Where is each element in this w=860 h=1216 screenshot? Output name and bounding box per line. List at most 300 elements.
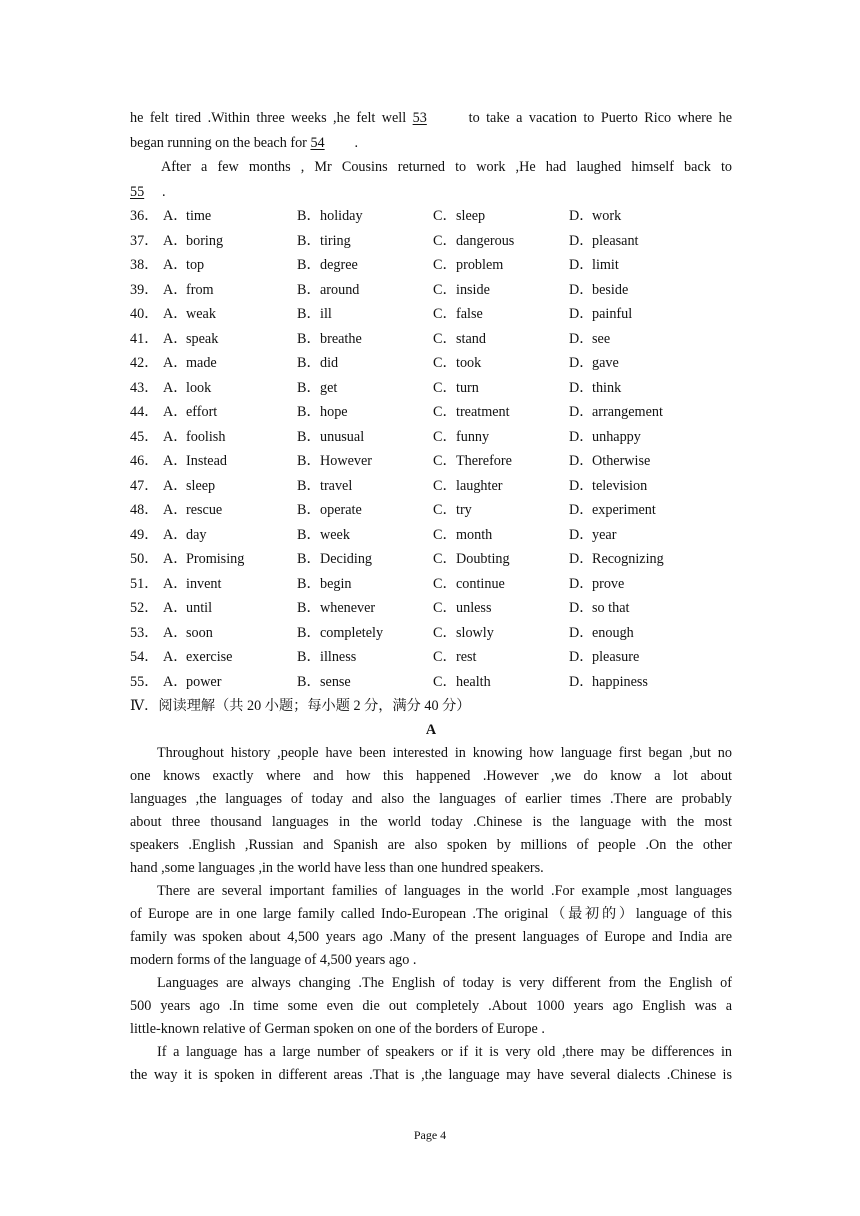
document-page bbox=[130, 106, 732, 1087]
option-letter: D． bbox=[569, 502, 594, 518]
option-text: television bbox=[592, 477, 648, 494]
paragraph-line: one knows exactly where and how this happened .However ,we do know a lot about bbox=[130, 767, 732, 784]
option-text: degree bbox=[320, 257, 358, 273]
option-letter: D． bbox=[569, 477, 594, 494]
option-letter: A． bbox=[163, 600, 188, 616]
option-letter: C． bbox=[433, 355, 457, 371]
option-letter: A． bbox=[163, 649, 188, 665]
option-d bbox=[569, 400, 732, 425]
question-number: 52． bbox=[130, 600, 159, 616]
paragraph-line: little-known relative of German spoken on one of the borders of Europe . bbox=[130, 1020, 545, 1037]
question-row bbox=[130, 670, 732, 695]
option-text: illness bbox=[320, 649, 357, 665]
option-d bbox=[569, 376, 732, 401]
question-number: 44． bbox=[130, 404, 159, 420]
option-letter: A． bbox=[163, 306, 188, 322]
option-letter: C． bbox=[433, 428, 457, 445]
question-row bbox=[130, 400, 732, 425]
option-d bbox=[569, 547, 732, 572]
option-letter: B． bbox=[297, 526, 321, 543]
option-letter: A． bbox=[163, 404, 188, 420]
paragraph bbox=[130, 972, 732, 1041]
option-text: so that bbox=[592, 600, 630, 616]
option-letter: C． bbox=[433, 281, 457, 298]
option-c bbox=[433, 596, 569, 621]
option-text: tiring bbox=[320, 232, 351, 249]
option-text: top bbox=[186, 257, 205, 273]
option-a bbox=[163, 351, 297, 376]
option-text: enough bbox=[592, 624, 634, 641]
option-d bbox=[569, 645, 732, 670]
option-letter: C． bbox=[433, 208, 457, 224]
paragraph-line: the way it is spoken in different areas .That is ,the language may have several dialects .Chinese is bbox=[130, 1066, 732, 1083]
option-text: weak bbox=[186, 306, 216, 322]
question-row bbox=[130, 327, 732, 352]
option-text: rescue bbox=[186, 502, 223, 518]
option-b bbox=[297, 645, 433, 670]
option-b bbox=[297, 596, 433, 621]
option-c bbox=[433, 376, 569, 401]
option-c bbox=[433, 645, 569, 670]
paragraph bbox=[130, 1041, 732, 1087]
option-text: arrangement bbox=[592, 404, 663, 420]
option-text: took bbox=[456, 355, 482, 371]
option-letter: A． bbox=[163, 453, 188, 469]
option-text: painful bbox=[592, 306, 633, 322]
question-number: 45． bbox=[130, 428, 159, 445]
option-letter: C． bbox=[433, 624, 457, 641]
option-text: work bbox=[592, 208, 622, 224]
cloze-text: . bbox=[162, 183, 166, 200]
option-letter: B． bbox=[297, 379, 321, 396]
paragraph-line: If a language has a large number of speakers or if it is very old ,there may be differences in bbox=[157, 1043, 732, 1060]
question-row bbox=[130, 596, 732, 621]
option-d bbox=[569, 351, 732, 376]
option-text: power bbox=[186, 673, 222, 690]
option-text: Promising bbox=[186, 551, 245, 567]
option-letter: A． bbox=[163, 232, 188, 249]
option-text: turn bbox=[456, 379, 479, 396]
option-letter: A． bbox=[163, 624, 188, 641]
option-text: did bbox=[320, 355, 339, 371]
question-row bbox=[130, 621, 732, 646]
option-a bbox=[163, 302, 297, 327]
option-d bbox=[569, 425, 732, 450]
option-letter: B． bbox=[297, 428, 321, 445]
option-a bbox=[163, 621, 297, 646]
cloze-text-line bbox=[130, 180, 732, 205]
cloze-text-line bbox=[130, 106, 732, 131]
option-letter: C． bbox=[433, 477, 457, 494]
option-text: sleep bbox=[456, 208, 486, 224]
option-text: Instead bbox=[186, 453, 227, 469]
question-row bbox=[130, 449, 732, 474]
question-number: 54． bbox=[130, 649, 159, 665]
option-c bbox=[433, 278, 569, 303]
option-b bbox=[297, 498, 433, 523]
option-text: from bbox=[186, 281, 214, 298]
option-letter: C． bbox=[433, 379, 457, 396]
option-text: However bbox=[320, 453, 372, 469]
option-b bbox=[297, 351, 433, 376]
option-b bbox=[297, 449, 433, 474]
paragraph-line: of Europe are in one large family called Indo-European .The original（最初的）language of this bbox=[130, 905, 732, 922]
option-a bbox=[163, 572, 297, 597]
cloze-text: he felt tired .Within three weeks ,he felt well bbox=[130, 110, 407, 126]
option-c bbox=[433, 547, 569, 572]
option-text: look bbox=[186, 379, 212, 396]
paragraph bbox=[130, 880, 732, 972]
option-letter: A． bbox=[163, 208, 188, 224]
option-letter: C． bbox=[433, 649, 457, 665]
option-c bbox=[433, 474, 569, 499]
option-text: day bbox=[186, 526, 207, 543]
option-letter: A． bbox=[163, 355, 188, 371]
option-letter: B． bbox=[297, 673, 321, 690]
option-text: treatment bbox=[456, 404, 510, 420]
option-a bbox=[163, 449, 297, 474]
question-number: 55． bbox=[130, 673, 159, 690]
option-letter: C． bbox=[433, 600, 457, 616]
option-text: happiness bbox=[592, 673, 648, 690]
option-letter: B． bbox=[297, 330, 321, 347]
paragraph-line: about three thousand languages in the world today .Chinese is the language with the most bbox=[130, 813, 732, 830]
blank-53: 53 bbox=[412, 110, 427, 126]
option-letter: D． bbox=[569, 306, 594, 322]
option-letter: B． bbox=[297, 575, 321, 592]
option-a bbox=[163, 474, 297, 499]
option-text: laughter bbox=[456, 477, 503, 494]
section-heading: Ⅳ．阅读理解（共 20 小题；每小题 2 分，满分 40 分） bbox=[130, 698, 471, 714]
option-letter: D． bbox=[569, 355, 594, 371]
option-c bbox=[433, 327, 569, 352]
option-text: soon bbox=[186, 624, 213, 641]
question-row bbox=[130, 204, 732, 229]
option-d bbox=[569, 498, 732, 523]
option-letter: B． bbox=[297, 600, 321, 616]
option-letter: A． bbox=[163, 551, 188, 567]
option-b bbox=[297, 572, 433, 597]
option-text: completely bbox=[320, 624, 384, 641]
option-b bbox=[297, 425, 433, 450]
option-d bbox=[569, 302, 732, 327]
question-number: 37． bbox=[130, 232, 159, 249]
question-row bbox=[130, 523, 732, 548]
option-d bbox=[569, 253, 732, 278]
option-letter: C． bbox=[433, 453, 457, 469]
option-text: unless bbox=[456, 600, 492, 616]
question-row bbox=[130, 253, 732, 278]
option-c bbox=[433, 572, 569, 597]
option-letter: B． bbox=[297, 306, 321, 322]
option-text: unhappy bbox=[592, 428, 641, 445]
paragraph-line: family was spoken about 4,500 years ago .Many of the present languages of Europe and India are bbox=[130, 928, 732, 945]
option-d bbox=[569, 621, 732, 646]
option-text: rest bbox=[456, 649, 477, 665]
option-a bbox=[163, 670, 297, 695]
option-text: invent bbox=[186, 575, 222, 592]
option-c bbox=[433, 400, 569, 425]
option-text: operate bbox=[320, 502, 362, 518]
paragraph-line: There are several important families of languages in the world .For example ,most languages bbox=[157, 882, 732, 899]
option-d bbox=[569, 474, 732, 499]
cloze-text-line bbox=[130, 131, 732, 156]
option-letter: D． bbox=[569, 600, 594, 616]
question-row bbox=[130, 547, 732, 572]
option-text: effort bbox=[186, 404, 218, 420]
option-d bbox=[569, 449, 732, 474]
option-d bbox=[569, 278, 732, 303]
question-row bbox=[130, 572, 732, 597]
option-d bbox=[569, 229, 732, 254]
option-text: continue bbox=[456, 575, 505, 592]
option-letter: D． bbox=[569, 379, 594, 396]
question-row bbox=[130, 376, 732, 401]
option-text: prove bbox=[592, 575, 625, 592]
option-letter: A． bbox=[163, 379, 188, 396]
question-number: 50． bbox=[130, 551, 159, 567]
option-b bbox=[297, 474, 433, 499]
question-row bbox=[130, 645, 732, 670]
option-b bbox=[297, 253, 433, 278]
question-row bbox=[130, 229, 732, 254]
option-text: Recognizing bbox=[592, 551, 664, 567]
option-a bbox=[163, 253, 297, 278]
question-list bbox=[130, 204, 732, 694]
option-c bbox=[433, 351, 569, 376]
option-text: time bbox=[186, 208, 212, 224]
option-c bbox=[433, 670, 569, 695]
option-a bbox=[163, 498, 297, 523]
paragraph-line: Throughout history ,people have been interested in knowing how language first began ,but no bbox=[157, 744, 732, 761]
question-row bbox=[130, 351, 732, 376]
option-a bbox=[163, 327, 297, 352]
option-text: made bbox=[186, 355, 217, 371]
option-letter: A． bbox=[163, 673, 188, 690]
option-c bbox=[433, 229, 569, 254]
option-text: Deciding bbox=[320, 551, 373, 567]
question-number: 46． bbox=[130, 453, 159, 469]
option-a bbox=[163, 596, 297, 621]
option-d bbox=[569, 523, 732, 548]
option-letter: B． bbox=[297, 355, 321, 371]
option-text: ill bbox=[320, 306, 332, 322]
option-a bbox=[163, 425, 297, 450]
question-number: 41． bbox=[130, 330, 159, 347]
option-text: until bbox=[186, 600, 213, 616]
question-number: 42． bbox=[130, 355, 159, 371]
option-text: Otherwise bbox=[592, 453, 651, 469]
paragraph bbox=[130, 742, 732, 880]
paragraph-line: Languages are always changing .The English of today is very different from the English of bbox=[157, 974, 732, 991]
passage-label: A bbox=[425, 721, 437, 738]
option-letter: B． bbox=[297, 649, 321, 665]
option-c bbox=[433, 498, 569, 523]
option-a bbox=[163, 278, 297, 303]
option-b bbox=[297, 621, 433, 646]
option-letter: B． bbox=[297, 232, 321, 249]
option-b bbox=[297, 229, 433, 254]
question-row bbox=[130, 498, 732, 523]
option-d bbox=[569, 204, 732, 229]
paragraph-line: speakers .English ,Russian and Spanish are also spoken by millions of people .On the other bbox=[130, 836, 732, 853]
paragraph-line: modern forms of the language of 4,500 years ago . bbox=[130, 951, 417, 968]
option-letter: B． bbox=[297, 257, 321, 273]
option-b bbox=[297, 523, 433, 548]
question-number: 47． bbox=[130, 477, 159, 494]
option-text: dangerous bbox=[456, 232, 515, 249]
option-text: funny bbox=[456, 428, 490, 445]
option-text: stand bbox=[456, 330, 486, 347]
option-letter: D． bbox=[569, 232, 594, 249]
blank-54: 54 bbox=[310, 134, 325, 151]
option-text: gave bbox=[592, 355, 619, 371]
option-b bbox=[297, 376, 433, 401]
option-letter: C． bbox=[433, 575, 457, 592]
option-letter: D． bbox=[569, 208, 594, 224]
option-letter: C． bbox=[433, 257, 457, 273]
option-b bbox=[297, 327, 433, 352]
option-letter: D． bbox=[569, 404, 594, 420]
blank-55: 55 bbox=[130, 183, 145, 200]
option-text: month bbox=[456, 526, 493, 543]
option-letter: A． bbox=[163, 477, 188, 494]
option-c bbox=[433, 425, 569, 450]
option-b bbox=[297, 204, 433, 229]
option-text: see bbox=[592, 330, 611, 347]
option-letter: A． bbox=[163, 330, 188, 347]
option-letter: B． bbox=[297, 208, 321, 224]
cloze-text: to take a vacation to Puerto Rico where he bbox=[468, 110, 732, 126]
option-text: exercise bbox=[186, 649, 233, 665]
option-letter: A． bbox=[163, 526, 188, 543]
option-text: beside bbox=[592, 281, 629, 298]
option-letter: D． bbox=[569, 624, 594, 641]
option-b bbox=[297, 670, 433, 695]
option-text: get bbox=[320, 379, 338, 396]
option-d bbox=[569, 670, 732, 695]
option-letter: C． bbox=[433, 673, 457, 690]
option-letter: D． bbox=[569, 330, 594, 347]
question-number: 51． bbox=[130, 575, 159, 592]
option-d bbox=[569, 596, 732, 621]
option-letter: A． bbox=[163, 502, 188, 518]
question-number: 49． bbox=[130, 526, 159, 543]
option-text: think bbox=[592, 379, 622, 396]
option-text: health bbox=[456, 673, 491, 690]
option-text: pleasant bbox=[592, 232, 639, 249]
option-c bbox=[433, 523, 569, 548]
option-c bbox=[433, 449, 569, 474]
option-text: whenever bbox=[320, 600, 376, 616]
option-text: limit bbox=[592, 257, 619, 273]
option-a bbox=[163, 204, 297, 229]
option-text: foolish bbox=[186, 428, 226, 445]
option-letter: B． bbox=[297, 281, 321, 298]
option-letter: D． bbox=[569, 526, 594, 543]
option-letter: C． bbox=[433, 330, 457, 347]
option-d bbox=[569, 327, 732, 352]
option-letter: C． bbox=[433, 526, 457, 543]
option-letter: A． bbox=[163, 575, 188, 592]
reading-passage bbox=[130, 742, 732, 1087]
option-a bbox=[163, 645, 297, 670]
option-b bbox=[297, 278, 433, 303]
paragraph-line: languages ,the languages of today and also the languages of earlier times .There are probably bbox=[130, 790, 732, 807]
option-text: Therefore bbox=[456, 453, 512, 469]
option-letter: A． bbox=[163, 428, 188, 445]
question-row bbox=[130, 278, 732, 303]
option-letter: C． bbox=[433, 502, 457, 518]
option-text: problem bbox=[456, 257, 504, 273]
question-number: 38． bbox=[130, 257, 159, 273]
option-a bbox=[163, 376, 297, 401]
cloze-text-line bbox=[130, 155, 732, 180]
option-text: unusual bbox=[320, 428, 365, 445]
option-letter: D． bbox=[569, 673, 594, 690]
question-number: 53． bbox=[130, 624, 159, 641]
option-a bbox=[163, 400, 297, 425]
option-c bbox=[433, 302, 569, 327]
option-text: travel bbox=[320, 477, 353, 494]
cloze-text: After a few months , Mr Cousins returned to work ,He had laughed himself back to bbox=[161, 159, 732, 175]
option-letter: B． bbox=[297, 404, 321, 420]
option-b bbox=[297, 400, 433, 425]
question-number: 39． bbox=[130, 281, 159, 298]
option-letter: D． bbox=[569, 453, 594, 469]
question-number: 43． bbox=[130, 379, 159, 396]
question-row bbox=[130, 425, 732, 450]
option-text: pleasure bbox=[592, 649, 640, 665]
option-text: inside bbox=[456, 281, 490, 298]
cloze-text: . bbox=[354, 134, 358, 151]
option-text: experiment bbox=[592, 502, 656, 518]
question-number: 48． bbox=[130, 502, 159, 518]
option-c bbox=[433, 204, 569, 229]
option-text: year bbox=[592, 526, 617, 543]
option-letter: B． bbox=[297, 624, 321, 641]
option-letter: B． bbox=[297, 551, 321, 567]
option-letter: A． bbox=[163, 257, 188, 273]
option-d bbox=[569, 572, 732, 597]
option-a bbox=[163, 523, 297, 548]
option-text: boring bbox=[186, 232, 224, 249]
option-letter: B． bbox=[297, 453, 321, 469]
option-text: Doubting bbox=[456, 551, 510, 567]
option-text: around bbox=[320, 281, 360, 298]
option-letter: A． bbox=[163, 281, 188, 298]
option-text: begin bbox=[320, 575, 352, 592]
question-number: 40． bbox=[130, 306, 159, 322]
option-letter: C． bbox=[433, 551, 457, 567]
option-letter: D． bbox=[569, 649, 594, 665]
question-row bbox=[130, 302, 732, 327]
cloze-text: began running on the beach for bbox=[130, 134, 307, 151]
option-text: holiday bbox=[320, 208, 363, 224]
option-a bbox=[163, 547, 297, 572]
option-letter: B． bbox=[297, 502, 321, 518]
option-c bbox=[433, 621, 569, 646]
option-text: breathe bbox=[320, 330, 362, 347]
question-row bbox=[130, 474, 732, 499]
paragraph-line: 500 years ago .In time some even die out completely .About 1000 years ago English was a bbox=[130, 997, 732, 1014]
question-number: 36． bbox=[130, 208, 159, 224]
option-letter: D． bbox=[569, 551, 594, 567]
option-text: false bbox=[456, 306, 483, 322]
option-letter: C． bbox=[433, 404, 457, 420]
option-text: sense bbox=[320, 673, 351, 690]
option-letter: D． bbox=[569, 575, 594, 592]
